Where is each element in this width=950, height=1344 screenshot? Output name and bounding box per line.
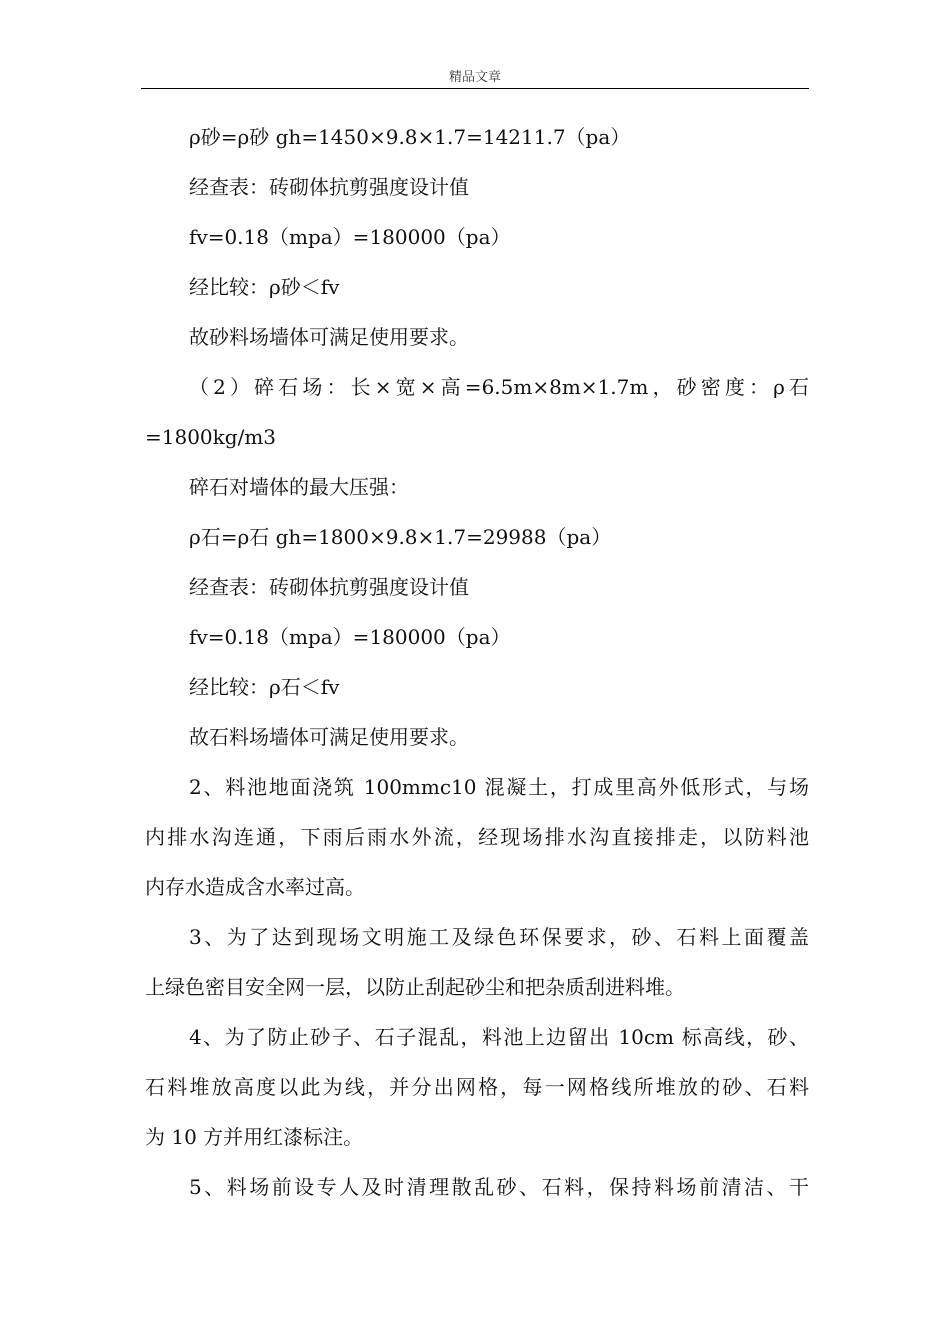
text-line: 经查表：砖砌体抗剪强度设计值 xyxy=(189,175,469,199)
text-line: 4、为了防止砂子、石子混乱，料池上边留出 10cm 标高线，砂、 xyxy=(189,1025,809,1049)
text-line: 石料堆放高度以此为线，并分出网格，每一网格线所堆放的砂、石料 xyxy=(145,1075,809,1099)
text-line: （2）碎石场：长×宽×高=6.5m×8m×1.7m，砂密度：ρ石 xyxy=(189,375,809,399)
text-line: ρ石=ρ石 gh=1800×9.8×1.7=29988（pa） xyxy=(189,525,612,549)
text-line: 碎石对墙体的最大压强： xyxy=(189,475,409,499)
text-line: fv=0.18（mpa）=180000（pa） xyxy=(189,625,511,649)
header-title: 精品文章 xyxy=(448,70,501,85)
text-line: 内存水造成含水率过高。 xyxy=(145,875,365,899)
text-line: 2、料池地面浇筑 100mmc10 混凝土，打成里高外低形式，与场 xyxy=(189,775,809,799)
text-line: 故砂料场墙体可满足使用要求。 xyxy=(189,325,469,349)
text-line: 故石料场墙体可满足使用要求。 xyxy=(189,725,469,749)
text-line: 3、为了达到现场文明施工及绿色环保要求，砂、石料上面覆盖 xyxy=(189,925,809,949)
page-header xyxy=(141,68,809,89)
text-line: 上绿色密目安全网一层，以防止刮起砂尘和把杂质刮进料堆。 xyxy=(145,975,685,999)
text-line: 内排水沟连通，下雨后雨水外流，经现场排水沟直接排走，以防料池 xyxy=(145,825,809,849)
text-line: 为 10 方并用红漆标注。 xyxy=(145,1125,364,1149)
text-line: =1800kg/m3 xyxy=(145,425,277,449)
text-line: 5、料场前设专人及时清理散乱砂、石料，保持料场前清洁、干 xyxy=(189,1175,809,1199)
text-line: fv=0.18（mpa）=180000（pa） xyxy=(189,225,511,249)
document-body xyxy=(145,112,809,1212)
text-line: ρ砂=ρ砂 gh=1450×9.8×1.7=14211.7（pa） xyxy=(189,125,631,149)
text-line: 经查表：砖砌体抗剪强度设计值 xyxy=(189,575,469,599)
text-line: 经比较：ρ砂＜fv xyxy=(189,275,340,299)
text-line: 经比较：ρ石＜fv xyxy=(189,675,340,699)
